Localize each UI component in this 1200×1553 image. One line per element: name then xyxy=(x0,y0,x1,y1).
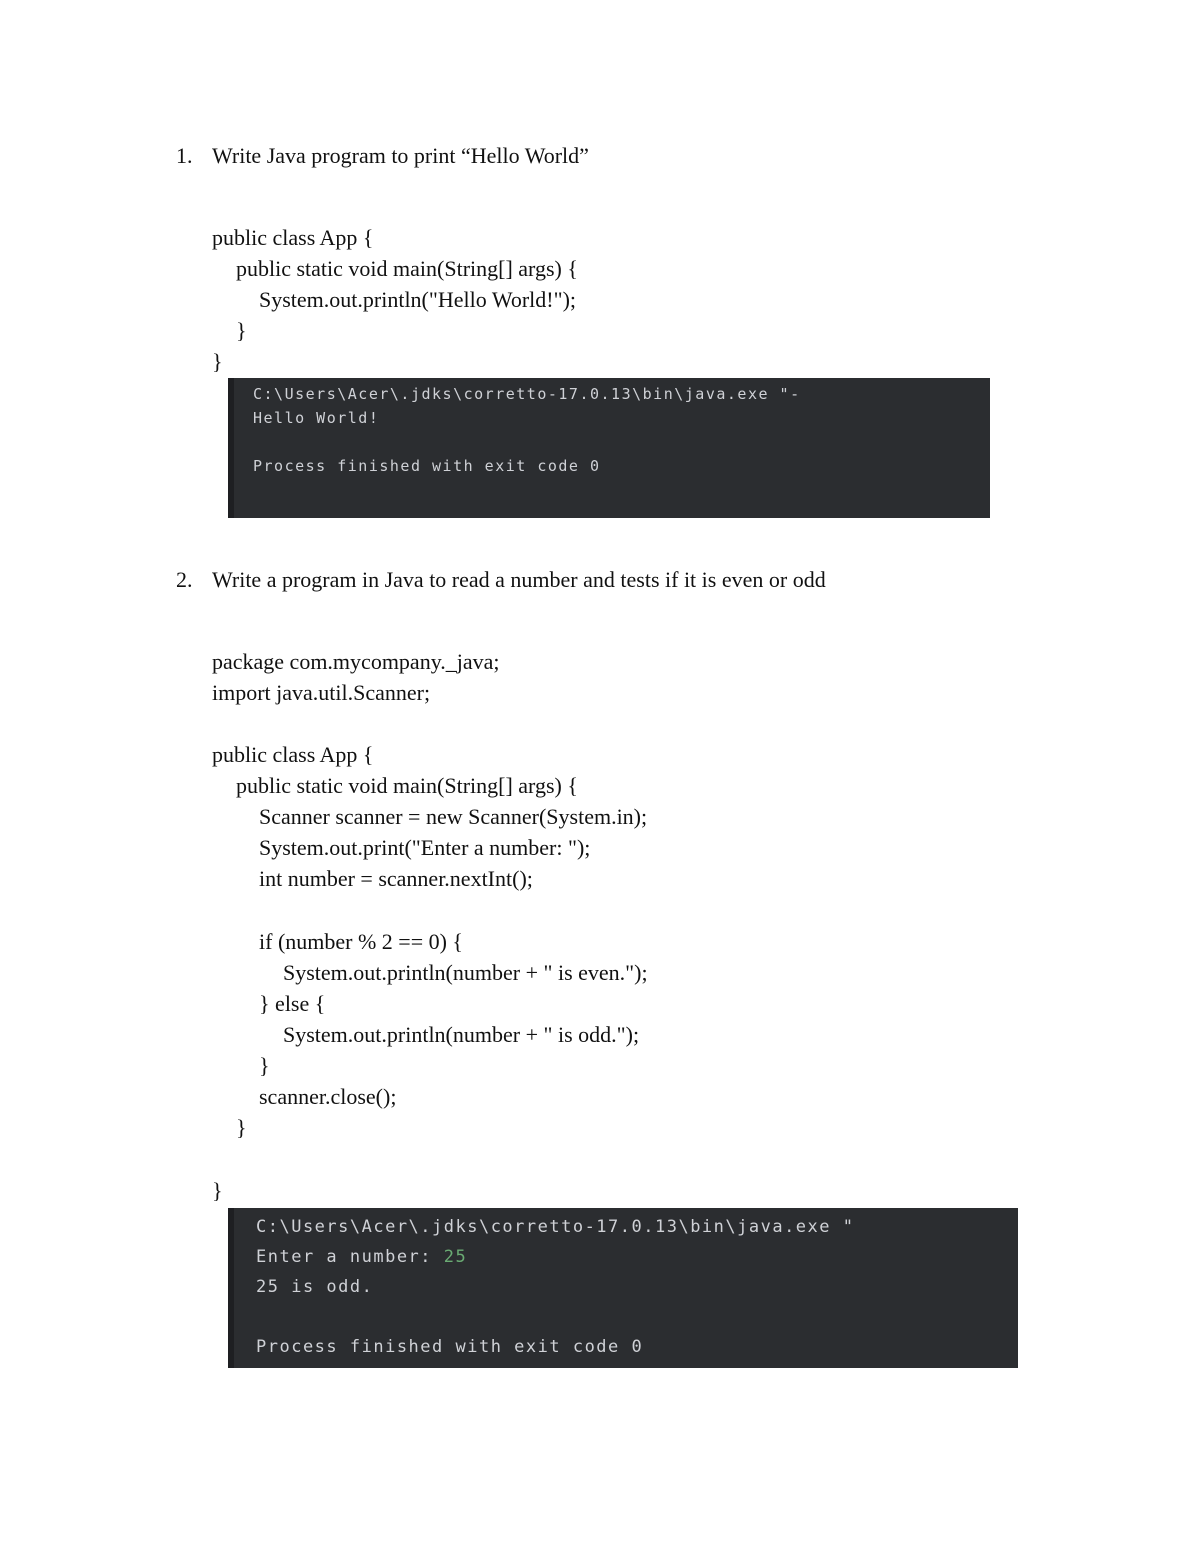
terminal-gutter xyxy=(228,1208,234,1368)
code-line: public class App { xyxy=(212,742,374,767)
question-2-heading xyxy=(176,566,826,650)
question-text: Write a program in Java to read a number and tests if it is even or odd xyxy=(212,567,826,592)
code-line: scanner.close(); xyxy=(259,1084,397,1109)
code-line: } xyxy=(212,1178,223,1203)
code-line: System.out.println(number + " is odd."); xyxy=(283,1022,640,1047)
code-line: if (number % 2 == 0) { xyxy=(259,929,463,954)
code-line: public static void main(String[] args) { xyxy=(236,773,578,798)
terminal-output-line: Hello World! xyxy=(253,409,380,427)
question-number: 1. xyxy=(176,143,193,168)
code-line: System.out.print("Enter a number: "); xyxy=(259,835,591,860)
question-1-heading xyxy=(176,142,589,226)
question-number: 2. xyxy=(176,567,193,592)
code-line: int number = scanner.nextInt(); xyxy=(259,866,533,891)
terminal-output-2 xyxy=(228,1208,1018,1368)
code-line: package com.mycompany._java; xyxy=(212,649,500,674)
terminal-gutter xyxy=(228,378,234,518)
code-line: Scanner scanner = new Scanner(System.in); xyxy=(259,804,648,829)
code-line: } xyxy=(259,1053,270,1078)
code-line: } xyxy=(212,349,223,374)
terminal-command-line: C:\Users\Acer\.jdks\corretto-17.0.13\bin\java.exe " xyxy=(256,1217,855,1237)
terminal-exit-line: Process finished with exit code 0 xyxy=(256,1337,644,1357)
code-line: import java.util.Scanner; xyxy=(212,680,431,705)
terminal-exit-line: Process finished with exit code 0 xyxy=(253,457,601,475)
code-line: } else { xyxy=(259,991,326,1016)
code-line: } xyxy=(236,318,247,343)
code-line: } xyxy=(236,1115,247,1140)
code-line: public static void main(String[] args) { xyxy=(236,256,578,281)
terminal-command-line: C:\Users\Acer\.jdks\corretto-17.0.13\bin\java.exe "- xyxy=(253,385,801,403)
terminal-prompt-line xyxy=(256,1242,467,1272)
terminal-output-line: 25 is odd. xyxy=(256,1277,374,1297)
code-line: System.out.println(number + " is even."); xyxy=(283,960,648,985)
terminal-prompt-text: Enter a number: xyxy=(256,1247,444,1267)
terminal-user-input: 25 xyxy=(443,1247,468,1267)
terminal-output-1 xyxy=(228,378,990,518)
code-line: public class App { xyxy=(212,225,374,250)
question-text: Write Java program to print “Hello World” xyxy=(212,143,589,168)
code-line: System.out.println("Hello World!"); xyxy=(259,287,577,312)
